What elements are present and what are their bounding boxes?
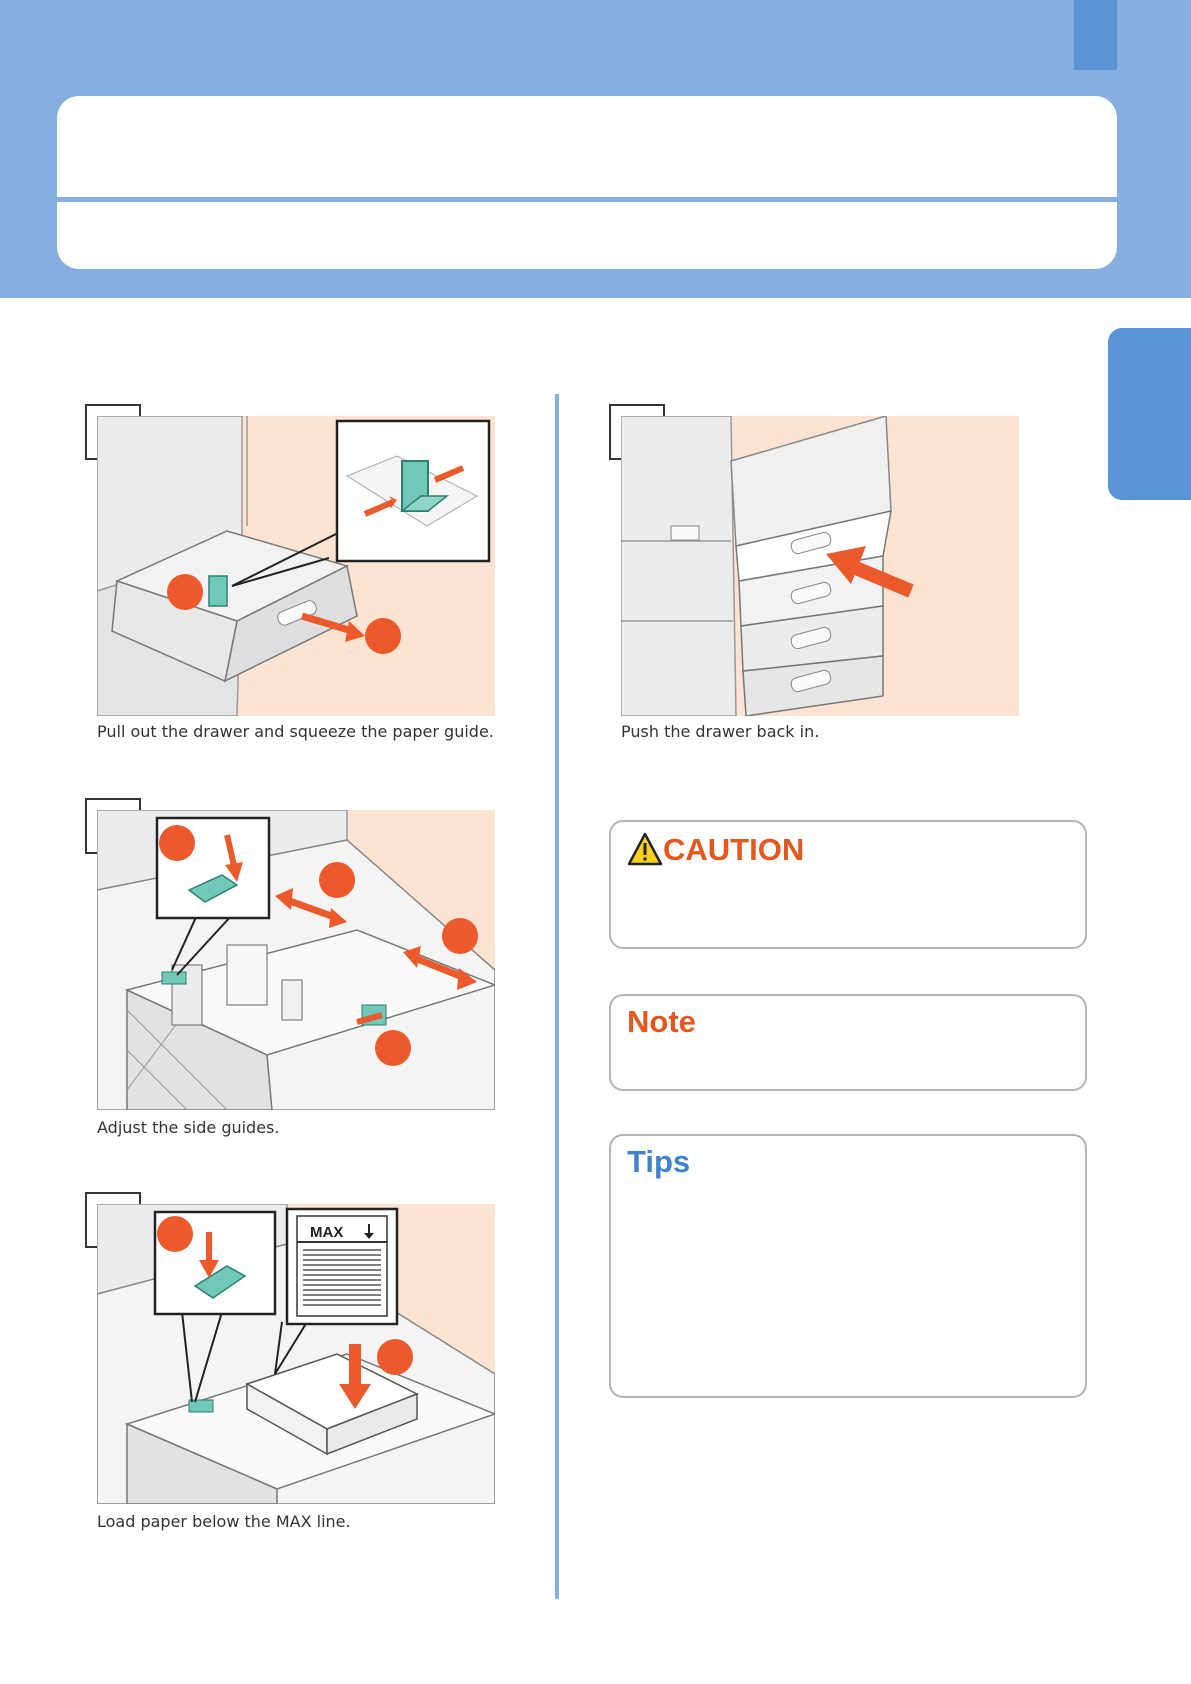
- step-4-illustration: [621, 416, 1019, 716]
- step-4-description: Push the drawer back in.: [621, 722, 820, 741]
- step-3-description: Load paper below the MAX line.: [97, 1512, 351, 1531]
- callout-dot-2: [319, 862, 355, 898]
- step-2-illustration: [97, 810, 495, 1110]
- side-chapter-tab: [1108, 328, 1191, 500]
- title-divider: [57, 197, 1117, 202]
- caution-box: [609, 820, 1087, 949]
- step-1-description: Pull out the drawer and squeeze the paper guide.: [97, 722, 494, 741]
- note-title: Note: [627, 1004, 696, 1039]
- tips-box: [609, 1134, 1087, 1398]
- max-line-label: MAX: [310, 1224, 344, 1241]
- warning-triangle-icon: [627, 832, 663, 866]
- step-1-illustration: [97, 416, 495, 716]
- corner-chapter-tab: [1074, 0, 1117, 70]
- callout-dot-2: [377, 1339, 413, 1375]
- callout-dot-1: [157, 1216, 193, 1252]
- title-panel: [57, 96, 1117, 269]
- note-box: [609, 994, 1087, 1091]
- callout-dot-2: [365, 618, 401, 654]
- callout-dot-1: [159, 825, 195, 861]
- callout-dot-3: [442, 918, 478, 954]
- step-2-description: Adjust the side guides.: [97, 1118, 280, 1137]
- tips-title: Tips: [627, 1144, 691, 1179]
- caution-title: CAUTION: [663, 832, 805, 867]
- callout-dot-1: [167, 574, 203, 610]
- callout-dot-4: [375, 1030, 411, 1066]
- column-divider: [555, 394, 559, 1599]
- step-3-illustration: [97, 1204, 495, 1504]
